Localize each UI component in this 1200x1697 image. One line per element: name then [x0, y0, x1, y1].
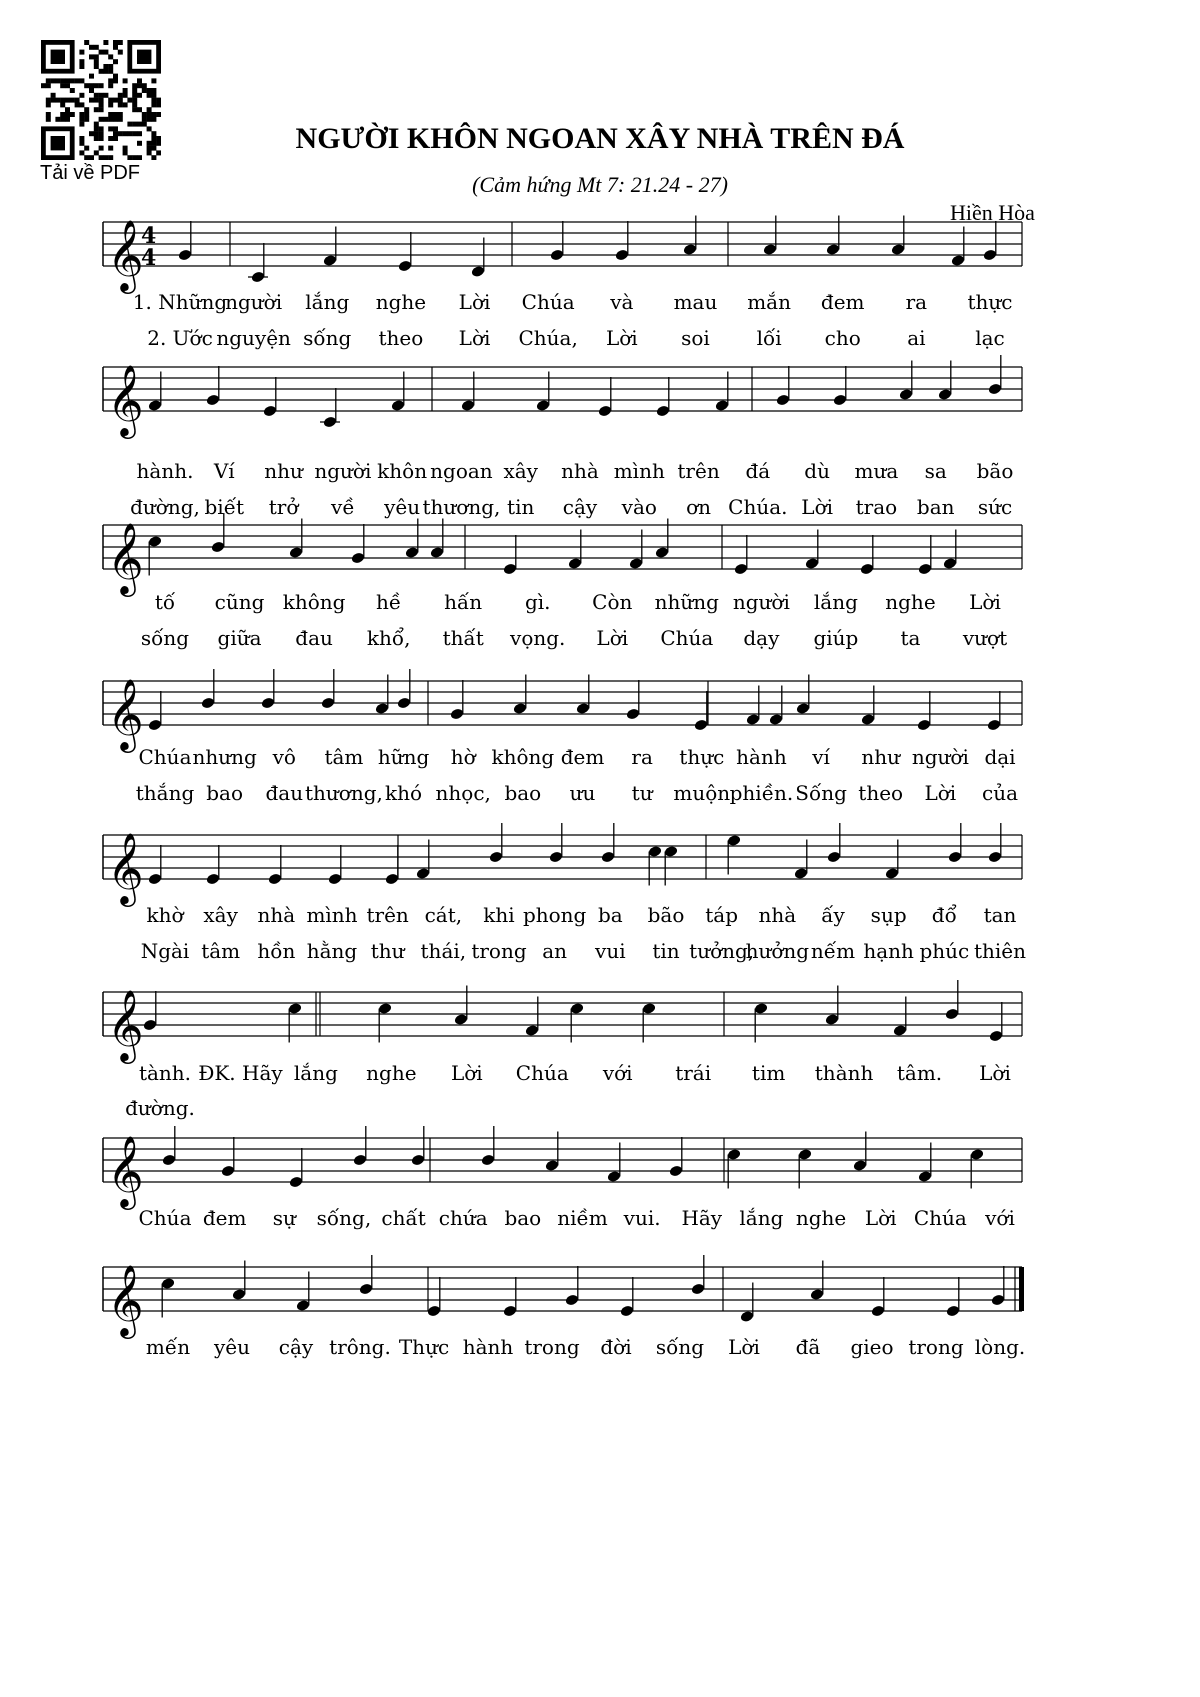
final-barline-thick [1019, 1267, 1024, 1311]
lyric-syllable: với [985, 1206, 1015, 1230]
lyric-syllable: gì. [524, 590, 551, 614]
lyric-syllable: bao [206, 781, 244, 805]
lyric-syllable: đã [795, 1335, 821, 1359]
lyric-syllable: mình [306, 903, 358, 927]
lyric-syllable: nghe [366, 1061, 417, 1085]
lyric-syllable: như [264, 459, 303, 483]
lyric-syllable: nhà [561, 459, 599, 483]
lyric-syllable: nguyện [216, 326, 291, 350]
lyric-syllable: với [602, 1061, 633, 1085]
lyric-syllable: nhọc, [435, 781, 491, 805]
lyric-syllable: xây [203, 903, 238, 927]
lyric-line [0, 495, 1200, 525]
lyric-syllable: lắng [813, 590, 858, 614]
lyric-syllable: giữa [217, 626, 262, 650]
lyric-syllable: theo [858, 781, 904, 805]
lyric-syllable: Chúa [138, 1206, 192, 1230]
lyric-syllable: 2. Ước [147, 326, 213, 350]
staff-system [103, 669, 1022, 753]
lyric-syllable: đường. [125, 1096, 195, 1120]
staff-system [103, 823, 1022, 907]
lyric-syllable: đem [560, 745, 605, 769]
lyric-line [0, 903, 1200, 933]
lyric-syllable: táp [705, 903, 739, 927]
lyric-syllable: Chúa [515, 1061, 569, 1085]
lyric-syllable: Lời [924, 781, 957, 805]
lyric-syllable: dạy [743, 626, 780, 650]
lyric-syllable: đau [295, 626, 333, 650]
lyric-syllable: bao [504, 1206, 542, 1230]
lyric-syllable: trao [855, 495, 898, 519]
staff-system [103, 513, 1022, 597]
lyric-syllable: ban [916, 495, 955, 519]
lyric-syllable: nghe [375, 290, 427, 314]
lyric-syllable: Lời [605, 326, 638, 350]
lyric-syllable: thực [967, 290, 1013, 314]
lyric-syllable: dù [804, 459, 830, 483]
lyric-syllable: đá [745, 459, 771, 483]
lyric-syllable: soi [681, 326, 710, 350]
lyric-syllable: xây [503, 459, 538, 483]
composer-name: Hiền Hòa [950, 200, 1035, 225]
lyric-syllable: sự [272, 1206, 296, 1230]
lyric-syllable: khôn [377, 459, 428, 483]
lyric-syllable: người [732, 590, 790, 614]
lyric-syllable: của [981, 781, 1019, 805]
lyric-syllable: sụp [870, 903, 907, 927]
lyric-syllable: giúp [813, 626, 859, 650]
lyric-syllable: sa [924, 459, 947, 483]
lyric-syllable: ấy [821, 903, 845, 927]
lyric-syllable: phong [522, 903, 587, 927]
lyric-syllable: Lời [864, 1206, 897, 1230]
lyric-syllable: thất [442, 626, 484, 650]
lyric-syllable: hồn [257, 939, 296, 963]
lyric-syllable: hững [377, 745, 430, 769]
lyric-syllable: lạc [975, 326, 1005, 350]
lyric-line [0, 1206, 1200, 1236]
lyric-syllable: khổ, [366, 626, 411, 650]
lyric-line [0, 1096, 1200, 1126]
lyric-syllable: ĐK. Hãy [198, 1061, 283, 1085]
lyric-syllable: nhà [758, 903, 797, 927]
treble-clef-icon: 𝄞 [107, 988, 144, 1061]
lyric-syllable: Chúa [913, 1206, 967, 1230]
lyric-syllable: sống [303, 326, 352, 350]
lyric-syllable: cậy [278, 1335, 314, 1359]
lyric-syllable: khi [483, 903, 515, 927]
lyric-syllable: vui [595, 939, 626, 963]
lyric-syllable: tố [154, 590, 176, 614]
lyric-syllable: tâm [324, 745, 364, 769]
lyric-syllable: Lời [458, 290, 491, 314]
lyric-syllable: nếm [810, 939, 856, 963]
lyric-syllable: thái, [420, 939, 467, 963]
lyric-syllable: tư [631, 781, 653, 805]
lyric-syllable: cũng [214, 590, 265, 614]
lyric-line [0, 1335, 1200, 1365]
lyric-syllable: dại [984, 745, 1016, 769]
lyric-syllable: vọng. [510, 626, 566, 650]
lyric-syllable: Lời [458, 326, 491, 350]
lyric-syllable: Ngài [140, 939, 190, 963]
lyric-syllable: hằng [306, 939, 358, 963]
lyric-syllable: về [331, 495, 355, 519]
treble-clef-icon: 𝄞 [107, 677, 144, 750]
lyric-syllable: yêu [213, 1335, 251, 1359]
lyric-syllable: ai [907, 326, 926, 350]
lyric-syllable: chứa [438, 1206, 488, 1230]
lyric-syllable: hờ [450, 745, 476, 769]
staff-system [103, 216, 1022, 295]
lyric-line [0, 745, 1200, 775]
lyric-syllable: 1. Những [132, 290, 228, 314]
staff-system [103, 980, 1022, 1064]
time-signature-bottom: 4 [141, 245, 157, 271]
lyric-syllable: đau [265, 781, 304, 805]
lyric-syllable: Lời [969, 590, 1001, 614]
lyric-syllable: tin [507, 495, 535, 519]
lyric-syllable: đổ [931, 903, 957, 927]
lyric-syllable: Lời [801, 495, 833, 519]
lyric-syllable: trái [675, 1061, 712, 1085]
lyric-syllable: bão [647, 903, 685, 927]
lyric-syllable: tim [751, 1061, 786, 1085]
lyric-syllable: thắng [135, 781, 195, 805]
lyric-syllable: tâm [201, 939, 241, 963]
lyric-syllable: không [282, 590, 346, 614]
lyric-syllable: cậy [562, 495, 598, 519]
lyric-syllable: trở [268, 495, 299, 519]
lyric-syllable: hành. [136, 459, 194, 483]
lyric-line [0, 939, 1200, 969]
treble-clef-icon: 𝄞 [107, 218, 144, 291]
treble-clef-icon: 𝄞 [107, 1263, 144, 1336]
lyric-syllable: Chúa. [728, 495, 788, 519]
lyric-syllable: Lời [728, 1335, 760, 1359]
treble-clef-icon: 𝄞 [107, 1134, 144, 1207]
lyric-syllable: Còn [592, 590, 633, 614]
lyric-syllable: ba [597, 903, 623, 927]
lyric-syllable: sức [977, 495, 1013, 519]
lyric-syllable: ơn [686, 495, 712, 519]
lyric-syllable: trong [908, 1335, 964, 1359]
lyric-syllable: Chúa, [518, 326, 578, 350]
lyric-syllable: nghe [795, 1206, 847, 1230]
lyric-syllable: hành [736, 745, 787, 769]
lyric-syllable: lắng [739, 1206, 784, 1230]
lyric-syllable: thành [814, 1061, 874, 1085]
lyric-syllable: tưởng, [689, 939, 755, 963]
lyric-syllable: thư [370, 939, 405, 963]
lyric-syllable: đem [820, 290, 865, 314]
treble-clef-icon: 𝄞 [107, 521, 144, 594]
lyric-syllable: Lời [450, 1061, 483, 1085]
lyric-syllable: trông. [329, 1335, 391, 1359]
lyric-syllable: những [654, 590, 719, 614]
lyric-line [0, 459, 1200, 489]
lyric-syllable: vượt [962, 626, 1008, 650]
lyric-line [0, 781, 1200, 811]
lyric-syllable: Sống [795, 781, 847, 805]
lyric-syllable: cát, [424, 903, 463, 927]
lyric-syllable: Hãy [681, 1206, 723, 1230]
lyric-syllable: ra [631, 745, 653, 769]
lyric-syllable: hạnh [863, 939, 914, 963]
treble-clef-icon: 𝄞 [107, 831, 144, 904]
lyric-syllable: hành [462, 1335, 514, 1359]
song-title: NGƯỜI KHÔN NGOAN XÂY NHÀ TRÊN ĐÁ [295, 122, 905, 155]
lyric-syllable: chất [381, 1206, 426, 1230]
lyric-syllable: hề [376, 590, 402, 614]
lyric-syllable: muộn [673, 781, 731, 805]
lyric-syllable: người [314, 459, 372, 483]
lyric-syllable: yêu [384, 495, 421, 519]
lyric-syllable: niềm [557, 1206, 608, 1230]
treble-clef-icon: 𝄞 [107, 363, 144, 436]
lyric-syllable: vui. [623, 1206, 661, 1230]
lyric-syllable: ra [905, 290, 928, 314]
time-signature-top: 4 [141, 223, 157, 249]
lyric-syllable: mau [673, 290, 718, 314]
lyric-syllable: Chúa [138, 745, 192, 769]
lyric-syllable: thực [679, 745, 725, 769]
lyric-syllable: hấn [444, 590, 483, 614]
lyric-line [0, 290, 1200, 320]
lyric-syllable: thiên [973, 939, 1027, 963]
lyric-syllable: nhà [257, 903, 296, 927]
lyric-syllable: sống [655, 1335, 705, 1359]
lyric-syllable: an [542, 939, 568, 963]
song-subtitle: (Cảm hứng Mt 7: 21.24 - 27) [472, 172, 728, 197]
lyric-syllable: mình [613, 459, 665, 483]
lyric-syllable: trên [677, 459, 720, 483]
lyric-syllable: Chúa [521, 290, 575, 314]
lyric-syllable: mến [145, 1335, 191, 1359]
lyric-syllable: sống [140, 626, 190, 650]
lyric-syllable: và [610, 290, 634, 314]
lyric-syllable: khờ [146, 903, 184, 927]
lyric-syllable: bão [976, 459, 1014, 483]
lyric-syllable: tành. [138, 1061, 192, 1085]
lyric-line [0, 326, 1200, 356]
lyric-syllable: mưa [854, 459, 899, 483]
lyric-syllable: phiền. [729, 781, 794, 805]
staff-system [103, 355, 1022, 439]
lyric-syllable: phúc [919, 939, 970, 963]
lyric-syllable: trên [366, 903, 409, 927]
lyric-line [0, 626, 1200, 656]
lyric-syllable: thương, [304, 781, 383, 805]
lyric-syllable: vào [621, 495, 657, 519]
lyric-syllable: trong [471, 939, 527, 963]
lyric-syllable: lắng [305, 290, 350, 314]
lyric-syllable: không [491, 745, 555, 769]
lyric-syllable: đường, [130, 495, 200, 519]
lyric-syllable: vô [272, 745, 296, 769]
download-pdf-link[interactable]: Tải về PDF [40, 162, 141, 184]
lyric-syllable: cho [824, 326, 861, 350]
lyric-syllable: người [911, 745, 969, 769]
lyric-syllable: ưu [569, 781, 596, 805]
lyric-syllable: ta [900, 626, 921, 650]
lyric-syllable: Ví [213, 459, 235, 483]
lyric-syllable: đem [202, 1206, 247, 1230]
lyric-syllable: tâm. [896, 1061, 943, 1085]
lyric-syllable: biết [204, 495, 245, 519]
lyric-syllable: bao [504, 781, 542, 805]
lyric-syllable: gieo [850, 1335, 894, 1359]
lyric-syllable: Thực [398, 1335, 450, 1359]
lyric-syllable: thương, [422, 495, 501, 519]
lyric-syllable: đời [600, 1335, 632, 1359]
lyric-syllable: sống, [316, 1206, 372, 1230]
lyric-syllable: khó [385, 781, 423, 805]
lyric-syllable: Lời [596, 626, 629, 650]
lyric-syllable: lắng [293, 1061, 338, 1085]
lyric-syllable: lối [756, 326, 782, 350]
lyric-syllable: hưởng [745, 939, 810, 963]
lyric-syllable: nhưng [192, 745, 257, 769]
lyric-syllable: nghe [885, 590, 936, 614]
lyric-line [0, 1061, 1200, 1091]
lyric-line [0, 590, 1200, 620]
lyric-syllable: người [225, 290, 283, 314]
lyric-syllable: như [861, 745, 901, 769]
lyric-syllable: tan [983, 903, 1017, 927]
lyric-syllable: ví [812, 745, 830, 769]
lyric-syllable: lòng. [974, 1335, 1026, 1359]
lyric-syllable: theo [378, 326, 424, 350]
lyric-syllable: mắn [747, 290, 791, 314]
lyric-syllable: trong [524, 1335, 580, 1359]
lyric-syllable: Chúa [660, 626, 714, 650]
lyric-syllable: Lời [979, 1061, 1011, 1085]
lyric-syllable: tin [652, 939, 680, 963]
staff-system [103, 1126, 1022, 1210]
staff-system [103, 1255, 1024, 1339]
lyric-syllable: ngoan [430, 459, 493, 483]
